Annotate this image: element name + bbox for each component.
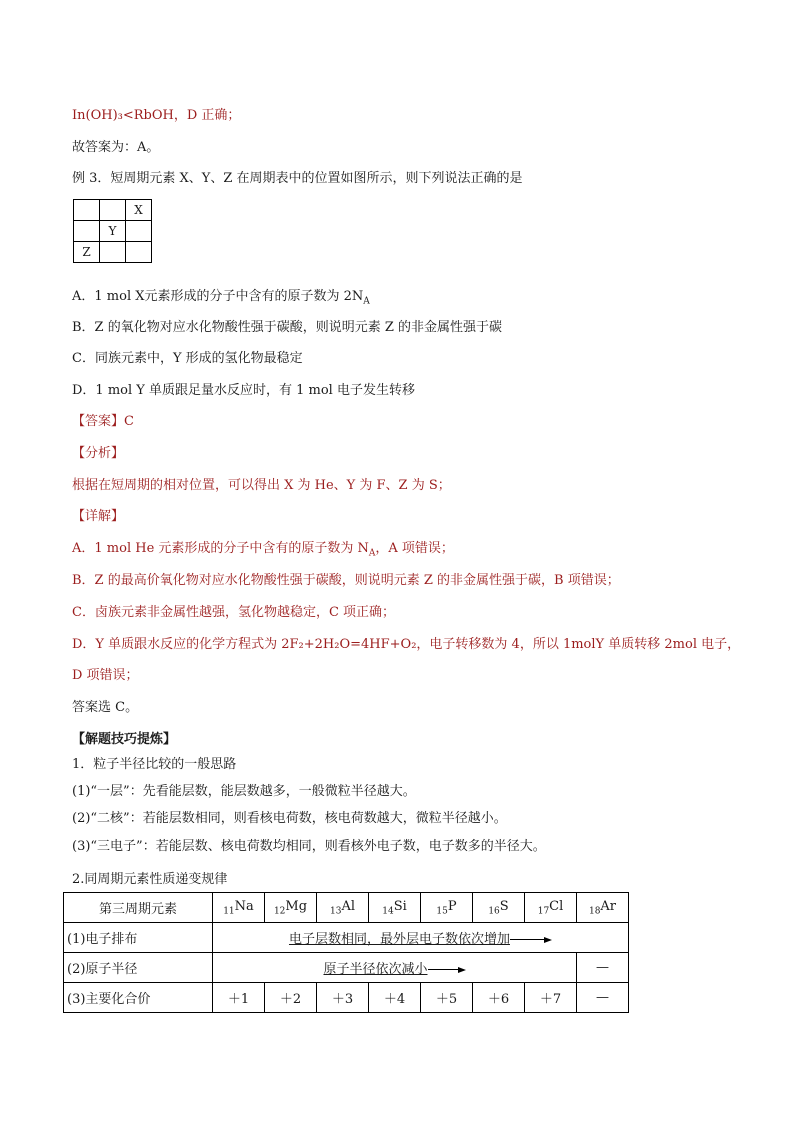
grid-cell: X	[126, 200, 152, 221]
table-row	[64, 923, 629, 953]
tip-line: (2)“二核”：若能层数相同，则看核电荷数，核电荷数越大，微粒半径越小。	[72, 811, 507, 826]
valence-cell: ＋6	[473, 983, 525, 1013]
element-cell: $_{17}$Cl	[525, 893, 577, 923]
grid-cell	[100, 200, 126, 221]
element-cell: $_{16}$S	[473, 893, 525, 923]
element-cell: $_{13}$Al	[317, 893, 369, 923]
text-line: In(OH)₃<RbOH，D 正确；	[72, 108, 241, 123]
grid-cell: Z	[74, 242, 100, 263]
option-a	[72, 285, 370, 307]
grid-cell	[74, 200, 100, 221]
valence-cell: ＋3	[317, 983, 369, 1013]
answer-heading: 【答案】C	[72, 414, 134, 429]
detail-c: C．卤族元素非金属性越强，氢化物越稳定，C 项正确；	[72, 605, 396, 620]
valence-cell: —	[577, 983, 629, 1013]
option-c: C．同族元素中，Y 形成的氢化物最稳定	[72, 351, 303, 366]
detail-a-text: A．1 mol He 元素形成的分子中含有的原子数为 N	[72, 541, 369, 556]
trend-text: 电子层数相同，最外层电子数依次增加	[288, 932, 510, 947]
arrow-line	[510, 939, 544, 940]
option-d: D．1 mol Y 单质跟足量水反应时，有 1 mol 电子发生转移	[72, 383, 415, 398]
detail-d: D．Y 单质跟水反应的化学方程式为 2F₂+2H₂O=4HF+O₂，电子转移数为 4，所以 1molY 单质转移 2mol 电子，	[72, 637, 741, 652]
period-properties-table	[63, 892, 629, 1013]
option-b: B．Z 的氧化物对应水化物酸性强于碳酸，则说明元素 Z 的非金属性强于碳	[72, 320, 503, 335]
valence-cell: ＋2	[265, 983, 317, 1013]
element-cell: $_{15}$P	[421, 893, 473, 923]
tip-line: (3)“三电子”：若能层数、核电荷数均相同，则看核外电子数，电子数多的半径大。	[72, 839, 546, 854]
tip-line: 2.同周期元素性质递变规律	[72, 872, 228, 887]
valence-cell: ＋4	[369, 983, 421, 1013]
grid-cell	[126, 221, 152, 242]
valence-cell: ＋7	[525, 983, 577, 1013]
row-label: (3)主要化合价	[64, 983, 213, 1013]
row-label: (2)原子半径	[64, 953, 213, 983]
analysis-text: 根据在短周期的相对位置，可以得出 X 为 He、Y 为 F、Z 为 S；	[72, 478, 451, 493]
detail-b: B．Z 的最高价氧化物对应水化物酸性强于碳酸，则说明元素 Z 的非金属性强于碳，B 项错误；	[72, 573, 620, 588]
row-label: (1)电子排布	[64, 923, 213, 953]
detail-a	[72, 537, 454, 559]
trend-text: 原子半径依次减小	[323, 962, 428, 977]
row-trend-cell	[213, 923, 629, 953]
table-row	[64, 983, 629, 1013]
analysis-heading: 【分析】	[72, 446, 125, 461]
table-header-cell: 第三周期元素	[64, 893, 213, 923]
grid-cell	[126, 242, 152, 263]
detail-heading: 【详解】	[72, 509, 125, 524]
grid-cell: Y	[100, 221, 126, 242]
row-trend-cell	[213, 953, 577, 983]
text-line: 故答案为：A。	[72, 140, 160, 155]
periodic-position-grid	[73, 199, 152, 263]
option-a-text: A．1 mol X元素形成的分子中含有的原子数为 2N	[72, 289, 364, 304]
final-answer: 答案选 C。	[72, 700, 139, 715]
arrow-line	[428, 969, 458, 970]
subscript: A	[363, 296, 370, 307]
question-title: 例 3．短周期元素 X、Y、Z 在周期表中的位置如图所示，则下列说法正确的是	[72, 171, 523, 186]
grid-cell	[100, 242, 126, 263]
detail-d-cont: D 项错误；	[72, 668, 139, 683]
valence-cell: ＋5	[421, 983, 473, 1013]
detail-a-end: ，A 项错误；	[375, 541, 454, 556]
table-row	[64, 953, 629, 983]
table-cell: —	[577, 953, 629, 983]
element-cell: $_{18}$Ar	[577, 893, 629, 923]
grid-cell	[74, 221, 100, 242]
tip-line: 1．粒子半径比较的一般思路	[72, 757, 237, 772]
element-cell: $_{12}$Mg	[265, 893, 317, 923]
tip-line: (1)“一层”：先看能层数，能层数越多，一般微粒半径越大。	[72, 784, 416, 799]
arrow-right-icon	[458, 967, 466, 973]
subscript: A	[368, 548, 376, 559]
valence-cell: ＋1	[213, 983, 265, 1013]
arrow-right-icon	[544, 937, 552, 943]
element-cell: $_{14}$Si	[369, 893, 421, 923]
table-row	[64, 893, 629, 923]
tips-heading: 【解题技巧提炼】	[72, 732, 177, 747]
element-cell: $_{11}$Na	[213, 893, 265, 923]
